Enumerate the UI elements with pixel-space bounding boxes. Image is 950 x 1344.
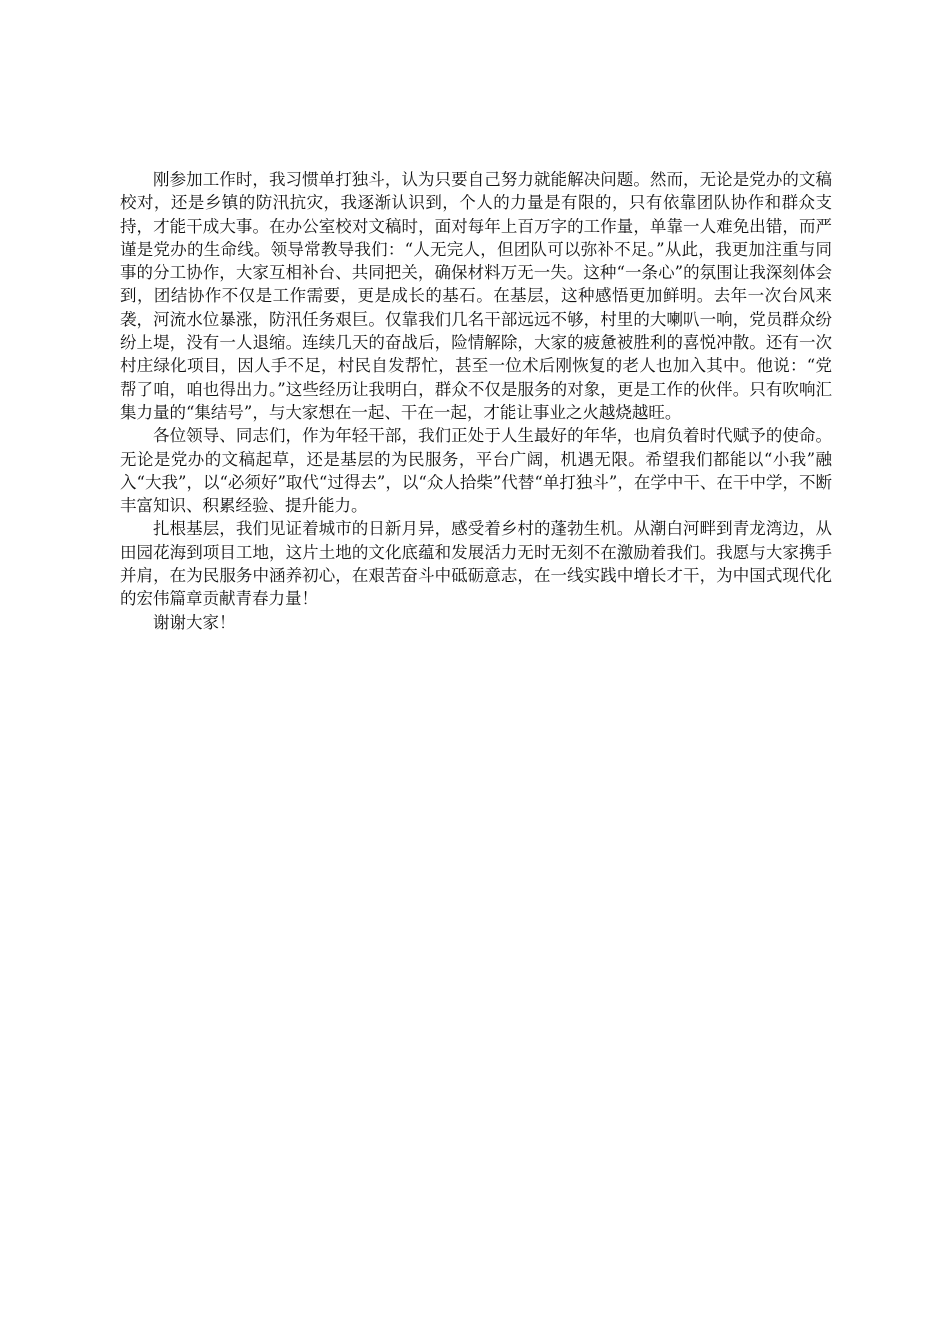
paragraph-teamwork: 刚参加工作时，我习惯单打独斗，认为只要自己努力就能解决问题。然而，无论是党办的文稿校对，还是乡镇的防汛抗灾，我逐渐认识到，个人的力量是有限的，只有依靠团队协作和群众支持，才能干成大事。在办公室校对文稿时，面对每年上百万字的工作量，单靠一人难免出错，而严谨是党办的生命线。领导常教导我们：“人无完人，但团队可以弥补不足。”从此，我更加注重与同事的分工协作，大家互相补台、共同把关，确保材料万无一失。这种“一条心”的氛围让我深刻体会到，团结协作不仅是工作需要，更是成长的基石。在基层，这种感悟更加鲜明。去年一次台风来袭，河流水位暴涨，防汛任务艰巨。仅靠我们几名干部远远不够，村里的大喇叭一响，党员群众纷纷上堤，没有一人退缩。连续几天的奋战后，险情解除，大家的疲惫被胜利的喜悦冲散。还有一次村庄绿化项目，因人手不足，村民自发帮忙，甚至一位术后刚恢复的老人也加入其中。他说：“党帮了咱，咱也得出力。”这些经历让我明白，群众不仅是服务的对象，更是工作的伙伴。只有吹响汇集力量的“集结号”，与大家想在一起、干在一起，才能让事业之火越烧越旺。 bbox=[120, 170, 832, 422]
paragraph-address-to-leaders: 各位领导、同志们，作为年轻干部，我们正处于人生最好的年华，也肩负着时代赋予的使命。无论是党办的文稿起草，还是基层的为民服务，平台广阔，机遇无限。希望我们都能以“小我”融入“大我”，以“必须好”取代“过得去”，以“众人拾柴”代替“单打独斗”，在学中干、在干中学，不断丰富知识、积累经验、提升能力。 bbox=[120, 426, 832, 516]
paragraph-closing-thanks: 谢谢大家！ bbox=[153, 612, 236, 632]
speech-body bbox=[120, 168, 832, 634]
paragraph-grassroots: 扎根基层，我们见证着城市的日新月异，感受着乡村的蓬勃生机。从潮白河畔到青龙湾边，从田园花海到项目工地，这片土地的文化底蕴和发展活力无时无刻不在激励着我们。我愿与大家携手并肩，在为民服务中涵养初心，在艰苦奋斗中砥砺意志，在一线实践中增长才干，为中国式现代化的宏伟篇章贡献青春力量！ bbox=[120, 519, 832, 609]
